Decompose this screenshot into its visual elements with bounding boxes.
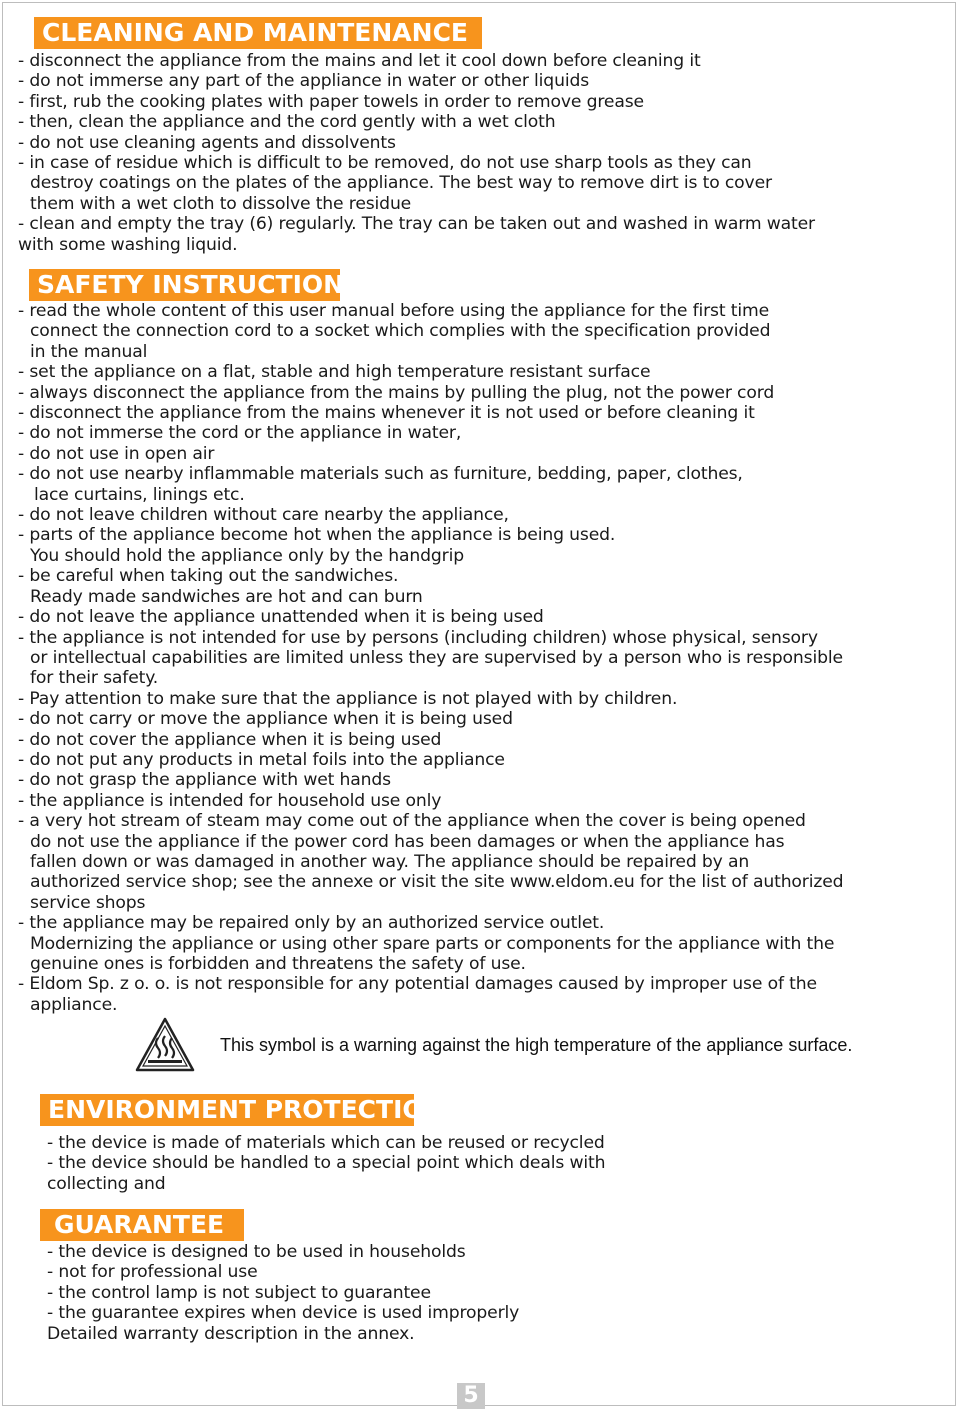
text-line: You should hold the appliance only by the handgrip: [30, 545, 464, 566]
text-line: - then, clean the appliance and the cord gently with a wet cloth: [18, 112, 556, 133]
text-line: - do not leave the appliance unattended when it is being used: [18, 607, 544, 628]
guarantee-heading: GUARANTEE: [40, 1209, 244, 1241]
text-line: genuine ones is forbidden and threatens the safety of use.: [30, 954, 526, 974]
text-line: - parts of the appliance become hot when the appliance is being used.: [18, 525, 616, 546]
text-line: - the appliance is not intended for use by persons (including children) whose physical, sensory: [18, 627, 818, 648]
text-line: destroy coatings on the plates of the appliance. The best way to remove dirt is to cover: [30, 173, 772, 194]
text-line: authorized service shop; see the annexe or visit the site www.eldom.eu for the list of authorized: [30, 872, 844, 893]
text-line: Detailed warranty description in the annex.: [47, 1323, 415, 1344]
text-line: - in case of residue which is difficult to be removed, do not use sharp tools as they can: [18, 153, 752, 174]
safety-heading: SAFETY INSTRUCTIONS: [29, 269, 340, 301]
text-line: - the appliance may be repaired only by an authorized service outlet.: [18, 913, 605, 934]
text-line: lace curtains, linings etc.: [34, 484, 245, 505]
text-line: - the device is designed to be used in households: [47, 1242, 466, 1262]
text-line: appliance.: [30, 994, 118, 1015]
cleaning-text: [18, 51, 815, 255]
text-line: - read the whole content of this user manual before using the appliance for the first time: [18, 301, 769, 321]
text-line: - first, rub the cooking plates with paper towels in order to remove grease: [18, 91, 644, 112]
environment-heading: ENVIRONMENT PROTECTION: [40, 1094, 414, 1126]
text-line: Modernizing the appliance or using other spare parts or components for the appliance with the: [30, 933, 835, 954]
text-line: - the guarantee expires when device is used improperly: [47, 1303, 520, 1324]
text-line: - the appliance is intended for household use only: [18, 790, 442, 811]
text-line: for their safety.: [30, 668, 159, 689]
text-line: - always disconnect the appliance from the mains by pulling the plug, not the power cord: [18, 382, 775, 403]
cleaning-heading: CLEANING AND MAINTENANCE: [34, 17, 482, 49]
text-line: - do not immerse the cord or the appliance in water,: [18, 423, 462, 444]
guarantee-text: [47, 1242, 519, 1344]
text-line: - Pay attention to make sure that the appliance is not played with by children.: [18, 688, 678, 709]
text-line: - not for professional use: [47, 1262, 258, 1283]
text-line: - a very hot stream of steam may come out of the appliance when the cover is being opened: [18, 811, 806, 832]
text-line: - the device is made of materials which can be reused or recycled: [47, 1133, 605, 1153]
text-line: - do not use cleaning agents and dissolvents: [18, 132, 396, 153]
text-line: - do not carry or move the appliance when it is being used: [18, 709, 513, 730]
text-line: fallen down or was damaged in another way. The appliance should be repaired by an: [30, 851, 750, 872]
text-line: - do not cover the appliance when it is being used: [18, 729, 442, 750]
text-line: them with a wet cloth to dissolve the residue: [30, 193, 412, 214]
hot-surface-warning-icon: [134, 1016, 196, 1074]
page-number: 5: [457, 1383, 485, 1409]
text-line: Ready made sandwiches are hot and can burn: [30, 586, 423, 607]
text-line: - do not grasp the appliance with wet hands: [18, 770, 391, 791]
text-line: service shops: [30, 892, 146, 913]
text-line: - do not use in open air: [18, 443, 215, 464]
text-line: connect the connection cord to a socket which complies with the specification provided: [30, 321, 771, 342]
text-line: - be careful when taking out the sandwiches.: [18, 566, 399, 587]
environment-text: [47, 1133, 605, 1194]
text-line: collecting and: [47, 1173, 166, 1194]
text-line: - the device should be handled to a special point which deals with: [47, 1153, 606, 1174]
text-line: - clean and empty the tray (6) regularly. The tray can be taken out and washed in warm water: [18, 214, 815, 235]
text-line: - disconnect the appliance from the mains whenever it is not used or before cleaning it: [18, 403, 755, 424]
text-line: with some washing liquid.: [18, 234, 238, 255]
text-line: - the control lamp is not subject to guarantee: [47, 1282, 431, 1303]
text-line: - do not use nearby inflammable materials such as furniture, bedding, paper, clothes,: [18, 464, 743, 485]
text-line: in the manual: [30, 341, 148, 362]
text-line: - do not put any products in metal foils into the appliance: [18, 749, 505, 770]
text-line: - set the appliance on a flat, stable and high temperature resistant surface: [18, 362, 651, 383]
warning-caption: This symbol is a warning against the high temperature of the appliance surface.: [220, 1035, 853, 1055]
text-line: - do not leave children without care nearby the appliance,: [18, 505, 509, 526]
text-line: - Eldom Sp. z o. o. is not responsible for any potential damages caused by improper use of the: [18, 974, 817, 995]
text-line: do not use the appliance if the power cord has been damages or when the appliance has: [30, 831, 785, 852]
text-line: - do not immerse any part of the appliance in water or other liquids: [18, 71, 590, 92]
safety-text: [18, 301, 843, 1015]
text-line: - disconnect the appliance from the mains and let it cool down before cleaning it: [18, 51, 701, 71]
text-line: or intellectual capabilities are limited unless they are supervised by a person who is responsible: [30, 647, 843, 668]
